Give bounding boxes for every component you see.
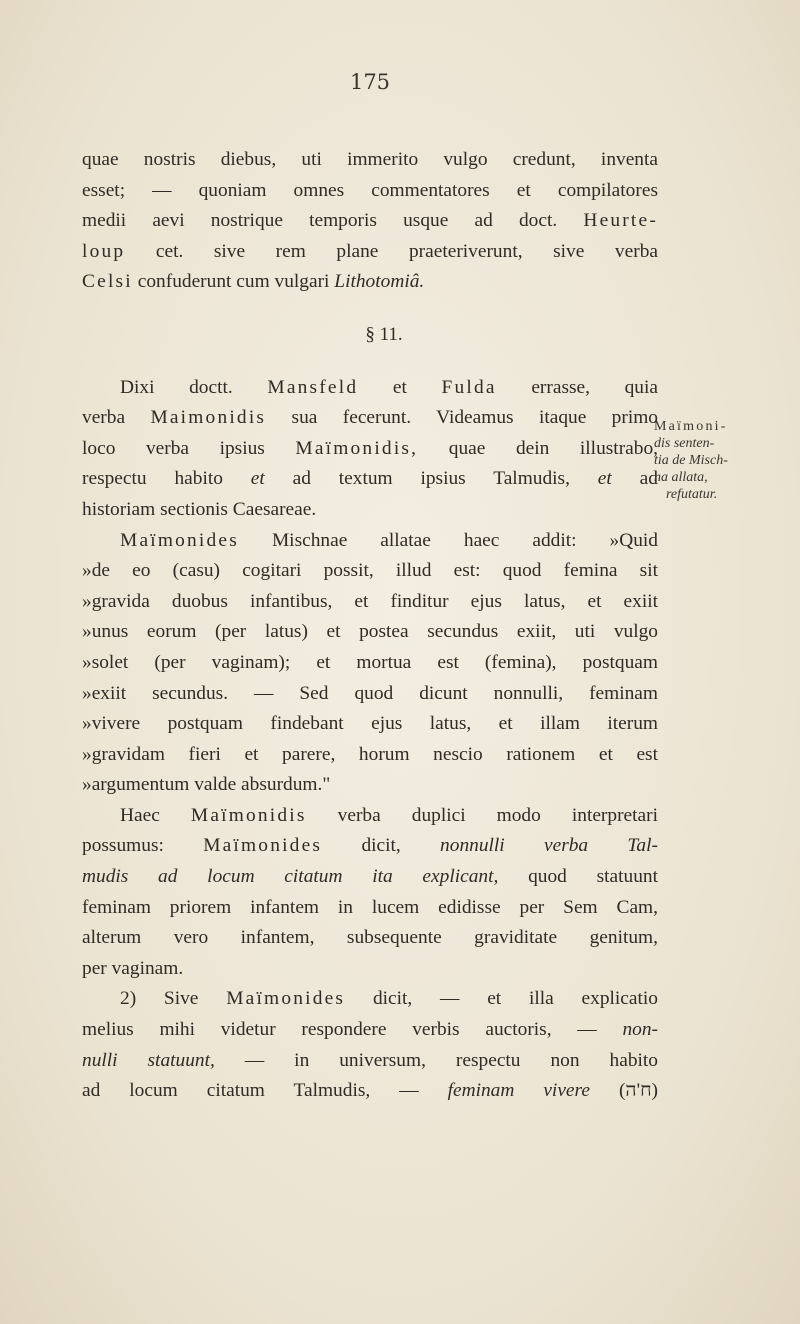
text-line: feminam priorem infantem in lucem edidisse per Sem Cam, [82,896,658,918]
text-line: alterum vero infantem, subsequente graviditate genitum, [82,927,658,949]
author-name: Maïmonidis [190,804,307,826]
author-name: Mansfeld [267,376,359,398]
text-line: historiam sectionis Caesareae. [82,498,317,520]
margin-note-line: refutatur. [666,487,718,502]
author-name: Maimonidis [150,407,267,429]
text-line: verba Maimonidis sua fecerunt. Videamus itaque primo [82,407,659,429]
body-text [82,145,658,1107]
text-line: medii aevi nostrique temporis usque ad doct. Heurte- [82,210,658,232]
margin-note-line: na allata, [654,470,708,485]
text-line: loco verba ipsius Maïmonidis, quae dein illustrabo, [82,437,658,459]
text-line: »exiit secundus. — Sed quod dicunt nonnulli, feminam [82,682,658,704]
author-name: Fulda [441,376,497,398]
text-line: »argumentum valde absurdum." [82,774,331,796]
text-line: 2) Sive Maïmonides dicit, — et illa explicatio [120,988,658,1010]
text-line: respectu habito et ad textum ipsius Talmudis, et ad [82,468,658,490]
author-name: Maïmonidis, [295,437,419,459]
text-line: »gravida duobus infantibus, et finditur ejus latus, et exiit [82,590,658,612]
text-line: possumus: Maïmonides dicit, nonnulli verba Tal- [82,835,658,857]
text-line: quae nostris diebus, uti immerito vulgo credunt, inventa [82,149,658,170]
author-name: loup [82,240,126,262]
text-line: per vaginam. [82,957,184,979]
author-name: Maïmonides [203,835,323,857]
text-line: »unus eorum (per latus) et postea secundus exiit, uti vulgo [82,621,658,643]
author-name: Maïmonides [120,529,239,551]
margin-note-line: tia de Misch- [654,453,728,468]
text-line: »de eo (casu) cogitari possit, illud est: quod femina sit [82,560,658,582]
text-line: esset; — quoniam omnes commentatores et compilatores [82,179,658,201]
text-line: Celsi confuderunt cum vulgari Lithotomiâ. [82,271,425,293]
text-line: loup cet. sive rem plane praeteriverunt, sive verba [82,240,658,262]
text-line: ad locum citatum Talmudis, — feminam vivere (ח'ה) [82,1080,659,1102]
text-line: melius mihi videtur respondere verbis auctoris, — non- [82,1019,658,1041]
text-line: mudis ad locum citatum ita explicant, quod statuunt [82,866,658,888]
text-line: »solet (per vaginam); et mortua est (femina), postquam [82,651,658,673]
margin-note [654,418,796,503]
section-heading: § 11. [365,323,403,345]
author-name: Maïmonides [226,988,346,1010]
author-name: Celsi [82,271,133,293]
text-line: Haec Maïmonidis verba duplici modo interpretari [120,804,658,826]
text-line: Dixi doctt. Mansfeld et Fulda errasse, quia [120,376,658,398]
text-line: »gravidam fieri et parere, horum nescio rationem et est [82,743,658,765]
margin-note-line: dis senten- [654,436,715,451]
margin-note-line: Maïmoni- [654,419,728,434]
author-name: Heurte- [583,210,658,232]
text-line: Maïmonides Mischnae allatae haec addit: »Quid [120,529,658,551]
text-line: »vivere postquam findebant ejus latus, et illam iterum [82,713,658,735]
page-number: 175 [349,70,391,94]
text-line: nulli statuunt, — in universum, respectu non habito [82,1049,658,1071]
